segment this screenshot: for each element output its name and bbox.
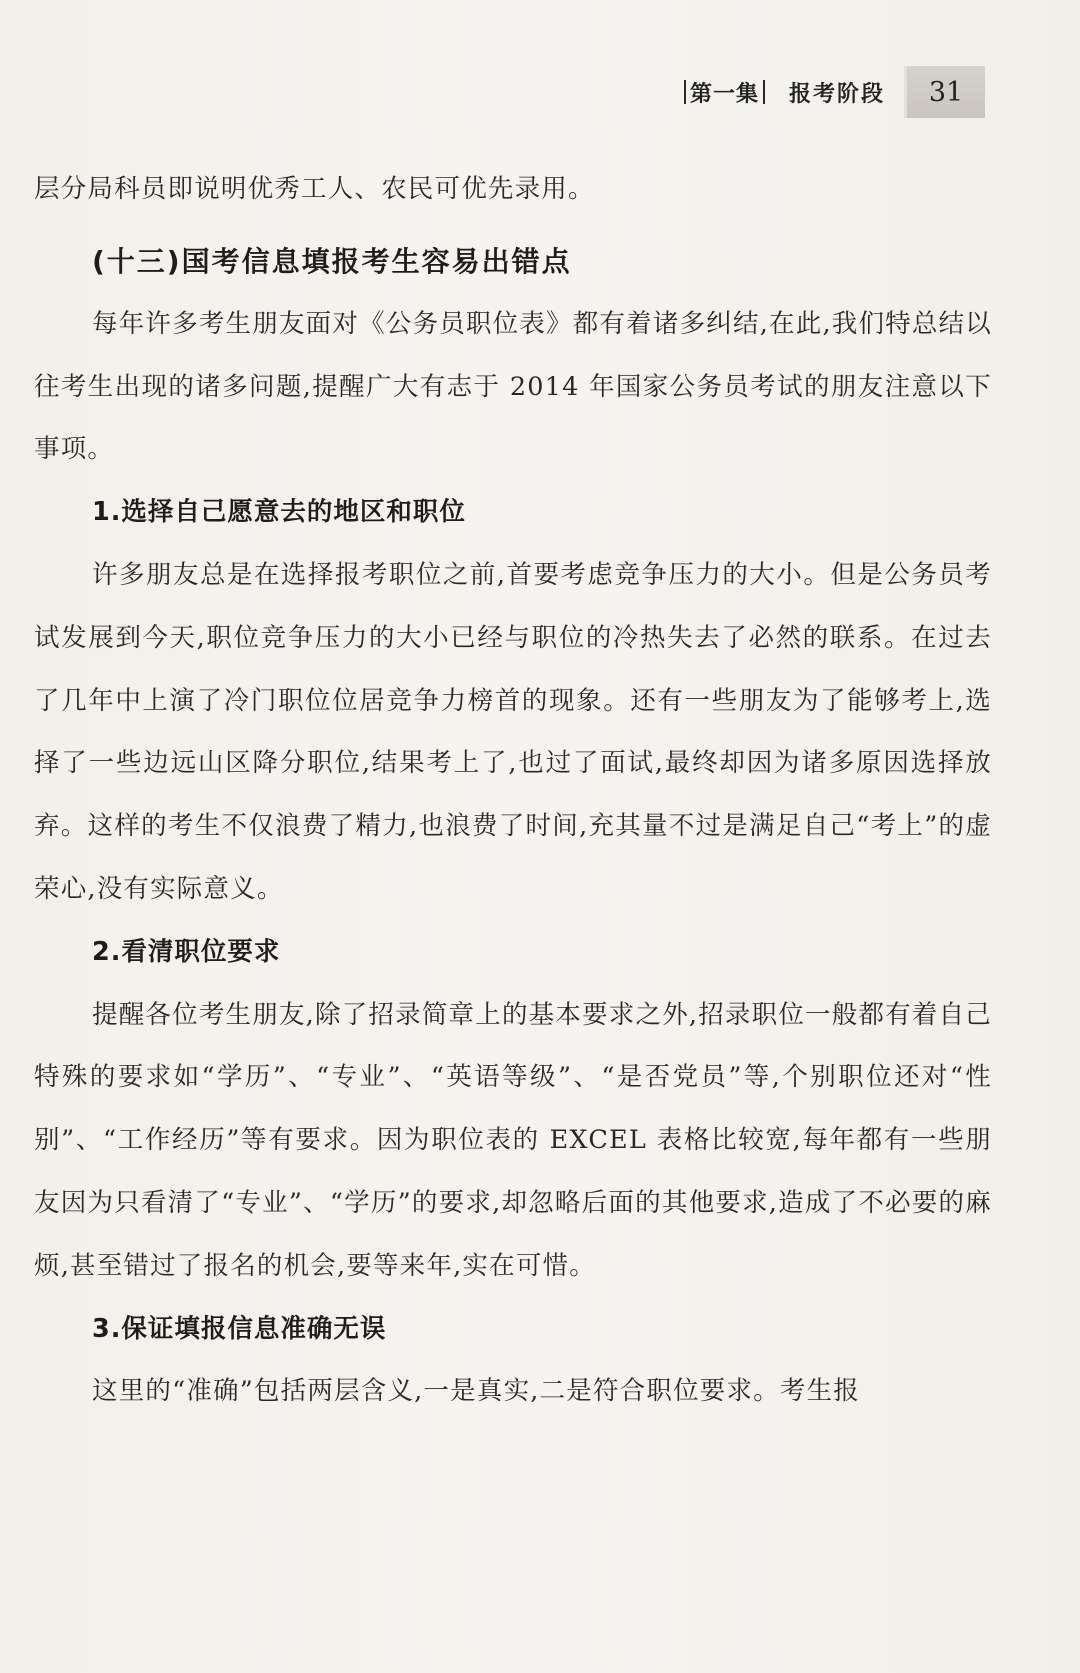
paragraph-1: 许多朋友总是在选择报考职位之前,首要考虑竞争压力的大小。但是公务员考试发展到今天,职位竞争压力的大小已经与职位的冷热失去了必然的联系。在过去了几年中上演了冷门职位位居竞争力榜首的现象。还有一些朋友为了能够考上,选择了一些边远山区降分职位,结果考上了,也过了面试,最终却因为诸多原因选择放弃。这样的考生不仅浪费了精力,也浪费了时间,充其量不过是满足自己“考上”的虚荣心,没有实际意义。 <box>34 559 992 904</box>
paragraph-3: 这里的“准确”包括两层含义,一是真实,二是符合职位要求。考生报 <box>92 1376 860 1407</box>
body-text <box>34 158 992 1423</box>
paragraph-intro: 每年许多考生朋友面对《公务员职位表》都有着诸多纠结,在此,我们特总结以往考生出现的诸多问题,提醒广大有志于 2014 年国家公务员考试的朋友注意以下事项。 <box>34 308 992 465</box>
subheading-3: 3.保证填报信息准确无误 <box>92 1313 387 1344</box>
subheading-2: 2.看清职位要求 <box>92 936 281 967</box>
header-series: 第一集 <box>689 81 759 107</box>
header-section: 报考阶段 <box>788 81 885 107</box>
paragraph-2: 提醒各位考生朋友,除了招录简章上的基本要求之外,招录职位一般都有着自己特殊的要求如“学历”、“专业”、“英语等级”、“是否党员”等,个别职位还对“性别”、“工作经历”等有要求。因为职位表的 EXCEL 表格比较宽,每年都有一些朋友因为只看清了“专业”、“学历”的要求,却忽略后面的其他要求,造成了不必要的麻烦,甚至错过了报名的机会,要等来年,实在可惜。 <box>34 999 992 1281</box>
subheading-1: 1.选择自己愿意去的地区和职位 <box>92 497 466 528</box>
page-number: 31 <box>907 66 985 118</box>
running-header <box>680 66 985 118</box>
header-divider-left <box>684 80 686 104</box>
section-title: (十三)国考信息填报考生容易出错点 <box>92 244 572 278</box>
paragraph-continued: 层分局科员即说明优秀工人、农民可优先录用。 <box>34 174 595 204</box>
header-divider-right <box>763 80 765 104</box>
